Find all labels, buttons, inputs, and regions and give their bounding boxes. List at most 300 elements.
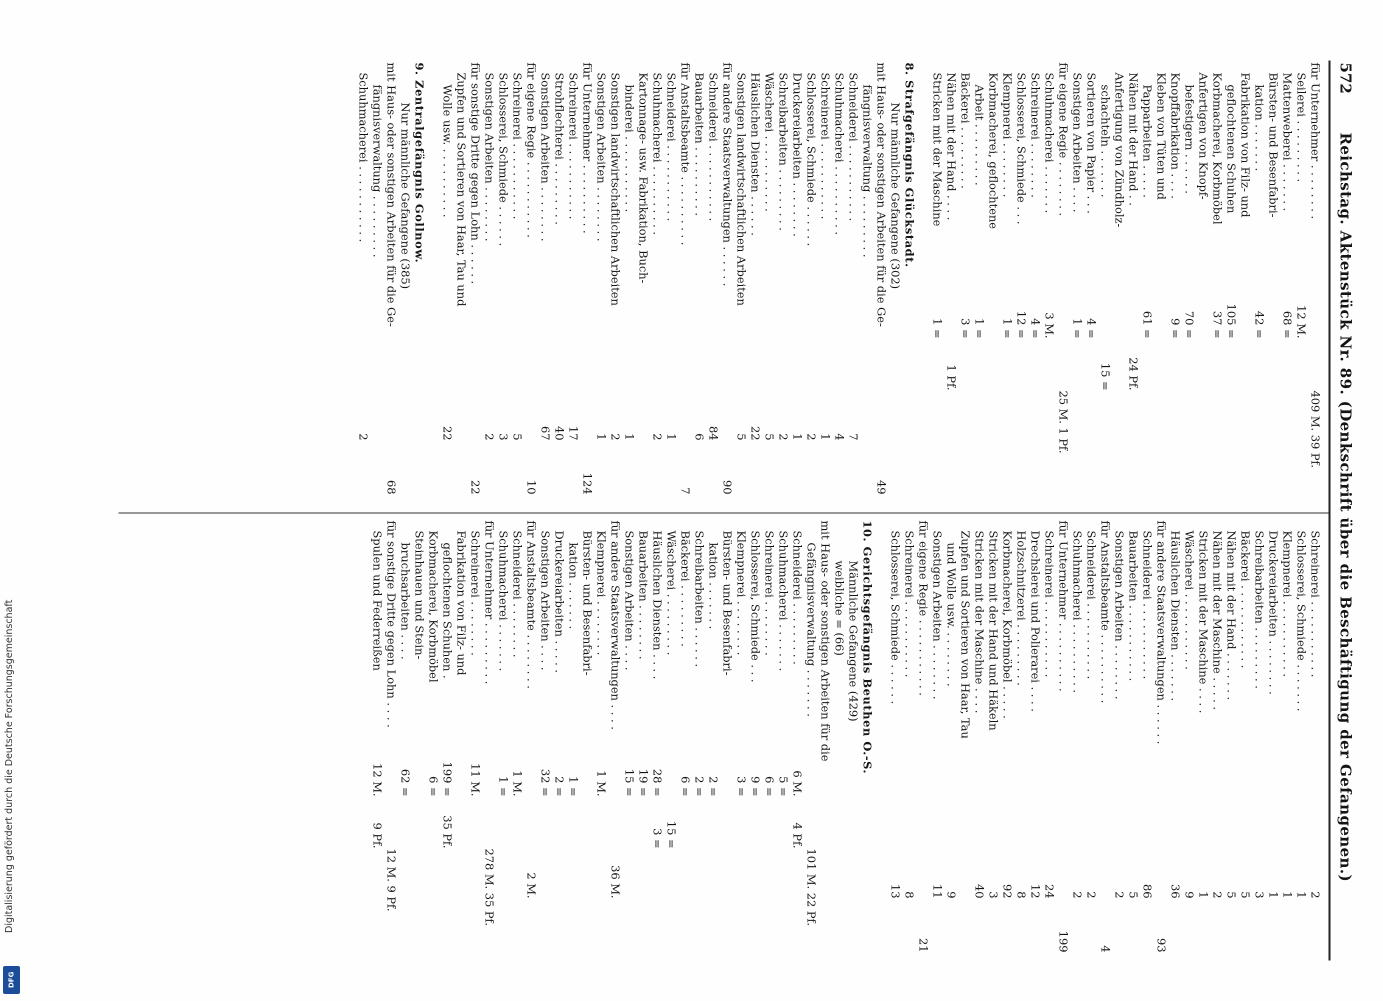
table-row: [1197, 521, 1211, 961]
row-value-n1: 9 =: [1168, 318, 1183, 339]
row-value-n3: 2: [776, 433, 791, 441]
table-row: [917, 63, 931, 503]
row-label: Schneiderei . . . . . . . . . . .: [706, 72, 721, 222]
table-row: [1267, 521, 1281, 961]
table-row: [497, 521, 511, 961]
table-row: [1211, 63, 1225, 503]
row-label: Druckereiarbeiten . . . . .: [552, 530, 567, 674]
row-value-n3: 36: [1168, 884, 1183, 899]
row-value-n4: 49: [874, 480, 889, 495]
row-label: Papparbeiten . . . . .: [1140, 84, 1155, 198]
row-value-n3: 2: [650, 433, 665, 441]
row-value-n1: 6 =: [678, 776, 693, 797]
row-value-n3: 11: [930, 884, 945, 899]
rotated-page-content: [0, 1, 1383, 1001]
row-label: Anfertigung von Zündholz-: [1112, 72, 1127, 228]
row-value-n1: 2 =: [692, 776, 707, 797]
row-value-n3: 22: [440, 426, 455, 441]
table-row: [1281, 63, 1295, 503]
row-label: Zupfen und Sortieren von Haar, Tau und: [454, 72, 469, 307]
table-row: [679, 521, 693, 961]
row-value-n1: 3 =: [958, 318, 973, 339]
row-label: Sonstigen landwirtschaftlichen Arbeiten: [734, 72, 749, 306]
table-row: [553, 521, 567, 961]
row-value-n4: 22: [468, 480, 483, 495]
table-row: [987, 63, 1001, 503]
row-value-n3: 2: [1308, 891, 1323, 899]
row-label: Bäckerei . . . . . . . . .: [678, 530, 693, 647]
row-label: Bäckerei . . . . . . . . .: [958, 72, 973, 189]
table-row: [791, 521, 805, 961]
row-value-n2: 4 Pf.: [790, 822, 805, 849]
table-row: [1253, 521, 1267, 961]
row-value-n1: 3 M.: [1042, 312, 1057, 339]
table-row: [1309, 521, 1323, 961]
table-row: [1043, 63, 1057, 503]
row-label: Wäscherei . . . . . . . . . . .: [1182, 530, 1197, 670]
row-label: Mattenweberei . . . . . . .: [1280, 72, 1295, 212]
row-label: Schuhmacherei . . . . . . . . . .: [1070, 530, 1085, 693]
row-label: für sonstige Dritte gegen Lohn . . . .: [384, 520, 399, 728]
row-value-n2: 24 Pf.: [1126, 357, 1141, 391]
row-label: 8. Strafgefängnis Glückstadt.: [902, 62, 917, 268]
table-row: [1099, 521, 1113, 961]
row-value-n3: 7: [846, 433, 861, 441]
table-row: [1001, 63, 1015, 503]
table-row: [525, 63, 539, 503]
row-label: Schuhmacherei . . . . . . .: [776, 530, 791, 672]
row-label: für Unternehmer . . . . . . . . . .: [1056, 520, 1071, 692]
row-label: Klempnerei . . . . . . . .: [1000, 72, 1015, 198]
table-row: [707, 63, 721, 503]
table-row: [861, 63, 875, 503]
row-label: Schlosserei, Schmiede . . . . . .: [496, 72, 511, 247]
row-value-n1: 70 =: [1182, 310, 1197, 339]
row-label: Kleben von Tüten und: [1154, 72, 1169, 200]
row-value-n3: 67: [538, 426, 553, 441]
table-row: [1155, 63, 1169, 503]
table-row: [525, 521, 539, 961]
row-value-n3: 2: [1112, 891, 1127, 899]
row-label: Sortieren von Papier . . .: [1084, 72, 1099, 214]
table-row: [427, 63, 441, 503]
row-value-n2: 9 Pf.: [370, 822, 385, 849]
row-value-n3: 17: [566, 426, 581, 441]
row-label: Schreinerei . . . . . . . . . . .: [566, 72, 581, 220]
row-label: Seilerei . . . . . . . . .: [1294, 72, 1309, 183]
table-row: [581, 63, 595, 503]
row-label: Sonstigen Arbeiten . . . . . . . .: [538, 72, 553, 242]
row-label: Schneiderei . . . . . . . . . . .: [846, 72, 861, 222]
row-label: Bauarbeiten . . . . . . . . . . .: [1126, 530, 1141, 682]
table-row: [1309, 63, 1323, 503]
row-label: fängnisverwaltung . . . . . . . . .: [860, 84, 875, 258]
row-label: 9. Zentralgefängnis Gollnow.: [412, 62, 427, 264]
row-value-n1: 199 =: [440, 761, 455, 797]
row-value-n3: 1: [622, 433, 637, 441]
row-label: Schlosserei, Schmiede . . . . . .: [888, 530, 903, 705]
row-value-n3: 1: [1280, 891, 1295, 899]
row-label: Schreinerei . . . . . . . . . . .: [510, 72, 525, 220]
table-row: [539, 521, 553, 961]
row-value-n3: 5: [510, 433, 525, 441]
row-label: Schreibarbeiten . . . . . .: [692, 530, 707, 668]
row-label: Schneiderei . . . . . . . . .: [790, 530, 805, 665]
row-label: Häuslichen Diensten . . . .: [650, 530, 665, 680]
row-label: Anfertigen von Knopf-: [1196, 72, 1211, 200]
row-label: mit Haus- oder sonstigen Arbeiten für die Ge-: [384, 62, 399, 327]
table-row: [581, 521, 595, 961]
row-value-n2: 15 =: [664, 820, 679, 849]
row-label: geflochtenen Schuhen: [1224, 84, 1239, 214]
table-row: [777, 63, 791, 503]
table-row: [539, 63, 553, 503]
table-row: [595, 521, 609, 961]
table-row: [707, 521, 721, 961]
table-row: [819, 521, 833, 961]
row-value-n3: 24: [1042, 884, 1057, 899]
row-label: Stricken mit der Maschine . . . .: [1196, 530, 1211, 714]
row-label: Sonstigen Arbeiten . . . .: [1070, 72, 1085, 213]
row-value-n1: 2 =: [552, 776, 567, 797]
row-label: Korbmacherei, Korbmöbel . . . . .: [1000, 530, 1015, 719]
row-value-n3: 101 M. 22 Pf.: [804, 848, 819, 926]
row-value-n3: 8: [902, 891, 917, 899]
table-row: [567, 521, 581, 961]
table-row: [721, 521, 735, 961]
table-row: [805, 521, 819, 961]
row-label: Schlosserei, Schmiede . . . . . .: [804, 72, 819, 247]
table-row: [1253, 63, 1267, 503]
row-value-n3: 22: [748, 426, 763, 441]
table-row: [1015, 521, 1029, 961]
row-value-n3: 5: [734, 433, 749, 441]
row-value-n3: 36 M.: [608, 865, 623, 899]
row-label: für eigene Regie . . . . . . . . . . .: [524, 62, 539, 238]
table-row: [1071, 521, 1085, 961]
row-value-n3: 4: [832, 433, 847, 441]
row-label: für sonstige Dritte gegen Lohn . . . . . .: [468, 62, 483, 285]
table-row: [945, 63, 959, 503]
section-heading: [861, 521, 875, 961]
row-label: Gefängnisverwaltung . . . . . . .: [804, 542, 819, 717]
table-row: [455, 521, 469, 961]
table-row: [875, 521, 889, 961]
row-label: Nähen mit der Hand . .: [1126, 72, 1141, 206]
row-value-n2: 15 =: [1098, 362, 1113, 391]
row-value-n1: 12 =: [1014, 310, 1029, 339]
row-label: Sonstigen Arbeiten . . . .: [538, 530, 553, 671]
table-row: [651, 63, 665, 503]
row-value-n4: 7: [678, 487, 693, 495]
table-row: [483, 63, 497, 503]
row-label: für Anstaltsbeamte . . . . . . . . . .: [1098, 520, 1113, 704]
row-value-n1: 9 =: [748, 776, 763, 797]
table-row: [973, 63, 987, 503]
row-label: kation . . . . . . .: [566, 542, 581, 630]
row-label: Schuhmacherei . . . . . . .: [496, 530, 511, 672]
row-value-n4: 124: [580, 472, 595, 495]
table-row: [497, 63, 511, 503]
row-label: Wäscherei . . . . . . . . . . .: [762, 72, 777, 212]
row-label: Schreinerei . . . . . . . . . . .: [818, 72, 833, 220]
row-label: Druckereiarbeiten . . . . . . . .: [1266, 530, 1281, 695]
row-value-n3: 84: [706, 426, 721, 441]
row-value-n1: 1 =: [566, 776, 581, 797]
table-row: [721, 63, 735, 503]
table-row: [469, 521, 483, 961]
table-row: [749, 521, 763, 961]
row-label: mit Haus- oder sonstigen Arbeiten für die: [818, 520, 833, 762]
table-row: [1029, 63, 1043, 503]
row-value-n1: 1 =: [1000, 318, 1015, 339]
row-label: Schreinerei . . . . . . . . . . .: [902, 530, 917, 678]
row-value-n3: 2 M.: [524, 872, 539, 899]
table-row: [1043, 521, 1057, 961]
row-label: Steinhauen und Stein-: [412, 530, 427, 660]
row-label: Bäckerei . . . . . . . . . . . .: [1238, 530, 1253, 669]
table-row: [1085, 521, 1099, 961]
row-value-n4: 68: [384, 480, 399, 495]
table-row: [623, 521, 637, 961]
row-value-n3: 2: [1210, 891, 1225, 899]
row-value-n3: 3: [1252, 891, 1267, 899]
row-label: Schneiderei . . . . . . . . . . .: [1084, 530, 1099, 680]
row-value-n3: 1: [594, 433, 609, 441]
table-row: [763, 521, 777, 961]
row-label: Schreinerei . . . . . . . . . . .: [1308, 530, 1323, 678]
table-row: [903, 521, 917, 961]
row-value-n1: 1 M.: [510, 770, 525, 797]
row-label: für andere Staatsverwaltungen . . . . . .: [1154, 520, 1169, 745]
row-value-n3: 9: [944, 891, 959, 899]
table-row: [413, 521, 427, 961]
row-label: Bauarbeiten . . . . . . . . . .: [692, 72, 707, 216]
table-row: [1295, 63, 1309, 503]
header-rule: [1329, 61, 1331, 961]
row-label: Knopffabrikation . . . .: [1168, 72, 1183, 199]
row-label: Bürsten- und Besenfabri-: [580, 530, 595, 676]
row-label: Holzschnitzerei . . . . . . . . .: [1014, 530, 1029, 686]
table-row: [427, 521, 441, 961]
row-label: für andere Staatsverwaltungen . . . . . .: [720, 62, 735, 287]
dfg-logo: DFG: [3, 966, 20, 994]
row-value-n4: 21: [916, 938, 931, 953]
row-label: geflochtenen Schuhen .: [440, 542, 455, 679]
row-label: Sonstigen Arbeiten . . . .: [622, 530, 637, 671]
section-heading: [903, 63, 917, 503]
table-row: [847, 521, 861, 961]
row-value-n1: 12 M.: [1294, 305, 1309, 339]
table-row: [1099, 63, 1113, 503]
row-value-n1: 5 =: [776, 776, 791, 797]
row-label: Sonstigen Arbeiten . . . . . . . .: [1112, 530, 1127, 700]
page-title: Reichstag. Aktenstück Nr. 89. (Denkschrift über die Beschäftigung der Gefangenen.): [1336, 132, 1355, 882]
row-label: Schreinerei . . . . . . . . . . .: [1042, 530, 1057, 678]
table-row: [1225, 63, 1239, 503]
table-row: [735, 63, 749, 503]
row-value-n1: 15 =: [622, 768, 637, 797]
page-header: [1333, 63, 1355, 963]
row-value-n3: 86: [1140, 884, 1155, 899]
row-label: für eigene Regie . . . . . . . .: [1056, 62, 1071, 217]
row-label: Schlosserei, Schmiede . . .: [748, 530, 763, 683]
row-value-n3: 6: [692, 433, 707, 441]
row-label: Schreibarbeiten . . . . . . . . .: [1252, 530, 1267, 689]
table-row: [441, 63, 455, 503]
table-row: [385, 521, 399, 961]
table-row: [917, 521, 931, 961]
row-value-n1: 19 =: [636, 768, 651, 797]
row-label: Schuhmacherei . . . . . . . . . .: [650, 72, 665, 235]
table-row: [833, 63, 847, 503]
table-row: [1239, 521, 1253, 961]
table-row: [1155, 521, 1169, 961]
left-column: [357, 63, 1323, 503]
row-label: befestigern . . . . . .: [1182, 84, 1197, 194]
table-row: [959, 63, 973, 503]
row-label: Schlosserei, Schmiede . . . . . . .: [1294, 530, 1309, 712]
row-label: und Wolle usw. . . . . . . . .: [944, 542, 959, 687]
row-value-n1: 4 =: [1084, 318, 1099, 339]
table-row: [1183, 63, 1197, 503]
table-row: [1127, 63, 1141, 503]
row-label: Kartonnage- usw. Fabrikation, Buch-: [636, 72, 651, 284]
row-value-n1: 1 M.: [594, 770, 609, 797]
row-label: Stricken mit der Hand und Häkeln: [986, 530, 1001, 731]
row-label: binderei . . . . . . . . . . .: [622, 84, 637, 213]
table-row: [693, 521, 707, 961]
row-value-n3: 2: [356, 433, 371, 441]
row-value-n1: 28 =: [650, 768, 665, 797]
row-value-n3: 13: [888, 884, 903, 899]
table-row: [637, 63, 651, 503]
row-label: Klempnerei . . . . . . . . . . .: [1280, 530, 1295, 678]
table-row: [1169, 63, 1183, 503]
table-row: [1225, 521, 1239, 961]
row-value-n3: 2: [482, 433, 497, 441]
row-label: kation . . . . . . .: [706, 542, 721, 630]
row-label: Strohflechterei . . . . . . . . .: [552, 72, 567, 225]
table-row: [1071, 63, 1085, 503]
row-label: Nähen mit der Hand . . . .: [944, 72, 959, 221]
table-row: [455, 63, 469, 503]
table-row: [875, 63, 889, 503]
table-row: [889, 63, 903, 503]
page-number: 572: [1336, 62, 1355, 94]
row-label: für Unternehmer . . . . . . . . .: [482, 520, 497, 685]
table-row: [791, 63, 805, 503]
table-row: [763, 63, 777, 503]
table-row: [1141, 521, 1155, 961]
row-value-n3: 3: [986, 891, 1001, 899]
row-label: Bürsten- und Besenfabri-: [1266, 72, 1281, 218]
row-value-n3: 8: [1014, 891, 1029, 899]
table-row: [609, 63, 623, 503]
table-row: [735, 521, 749, 961]
row-label: für Anstaltsbeamte . . . . . . . .: [524, 520, 539, 689]
row-value-n3: 40: [552, 426, 567, 441]
table-row: [847, 63, 861, 503]
row-label: für eigene Regie . . . . . . . . . . .: [916, 520, 931, 696]
table-row: [1169, 521, 1183, 961]
table-row: [1085, 63, 1099, 503]
row-value-n3: 5: [1224, 891, 1239, 899]
table-row: [665, 521, 679, 961]
row-value-n1: 105 =: [1224, 303, 1239, 339]
row-value-n3: 2: [804, 433, 819, 441]
row-value-n3: 5: [1126, 891, 1141, 899]
table-row: [511, 521, 525, 961]
table-row: [1267, 63, 1281, 503]
row-label: Schreibarbeiten . . . . . . . . .: [776, 72, 791, 231]
row-label: schachteln . . . . . . .: [1098, 84, 1113, 198]
row-value-n1: 37 =: [1210, 310, 1225, 339]
row-label: Nur männliche Gefangene (302): [888, 102, 903, 290]
row-label: Schneiderei . . . . . . . .: [510, 530, 525, 658]
row-label: Sonstigen Arbeiten . . . . . . . .: [482, 72, 497, 242]
section-heading: [413, 63, 427, 503]
row-label: Schneiderei . . . . . . . . . . .: [1140, 530, 1155, 680]
row-value-n3: 409 M. 39 Pf.: [1308, 390, 1323, 468]
table-row: [987, 521, 1001, 961]
row-label: 10. Gerichtsgefängnis Beuthen O.-S.: [860, 520, 875, 775]
row-value-n1: 61 =: [1140, 310, 1155, 339]
table-row: [567, 63, 581, 503]
row-label: für Anstaltsbeamte . . . . . . . . . .: [678, 62, 693, 246]
table-row: [973, 521, 987, 961]
row-value-n1: 4 =: [1028, 318, 1043, 339]
row-value-n3: 1: [1266, 891, 1281, 899]
row-label: für Unternehmer . . . . . . . .: [1308, 62, 1323, 220]
table-row: [469, 63, 483, 503]
row-label: Sonstigen Arbeiten . . . . . . . .: [930, 530, 945, 700]
row-label: Wäscherei . . . . . . . . .: [664, 530, 679, 656]
table-row: [511, 63, 525, 503]
row-value-n1: 11 M.: [468, 763, 483, 797]
table-row: [1057, 63, 1071, 503]
table-row: [1183, 521, 1197, 961]
row-value-n3: 5: [1238, 891, 1253, 899]
table-row: [805, 63, 819, 503]
table-row: [749, 63, 763, 503]
table-row: [1001, 521, 1015, 961]
row-value-n1: 3 =: [734, 776, 749, 797]
row-label: Drechslerei und Polierarei . . . .: [1028, 530, 1043, 712]
table-row: [371, 63, 385, 503]
row-label: Männliche Gefangene (429): [846, 560, 861, 722]
table-row: [1113, 63, 1127, 503]
row-value-n4: 199: [1056, 930, 1071, 953]
row-value-n3: 278 M. 35 Pf.: [482, 848, 497, 926]
row-label: Nähen mit der Hand . . . . . . .: [1224, 530, 1239, 701]
row-value-n3: 5: [762, 433, 777, 441]
row-value-n3: 1: [1294, 891, 1309, 899]
row-value-n1: 42 =: [1252, 310, 1267, 339]
row-value-n2: 35 Pf.: [440, 815, 455, 849]
table-row: [399, 521, 413, 961]
table-row: [1197, 63, 1211, 503]
row-label: Häuslichen Diensten . . . . . . .: [1168, 530, 1183, 702]
row-value-n1: 6 =: [426, 776, 441, 797]
row-label: Sonstigen landwirtschaftlichen Arbeiten: [608, 72, 623, 306]
row-value-n3: 1: [664, 433, 679, 441]
row-label: Sonstigen Arbeiten . . . . . . . .: [594, 72, 609, 242]
row-label: Korbmacherei, Korbmöbel: [426, 530, 441, 683]
table-row: [959, 521, 973, 961]
row-value-n1: 6 M.: [790, 770, 805, 797]
row-value-n1: 1 =: [1070, 318, 1085, 339]
